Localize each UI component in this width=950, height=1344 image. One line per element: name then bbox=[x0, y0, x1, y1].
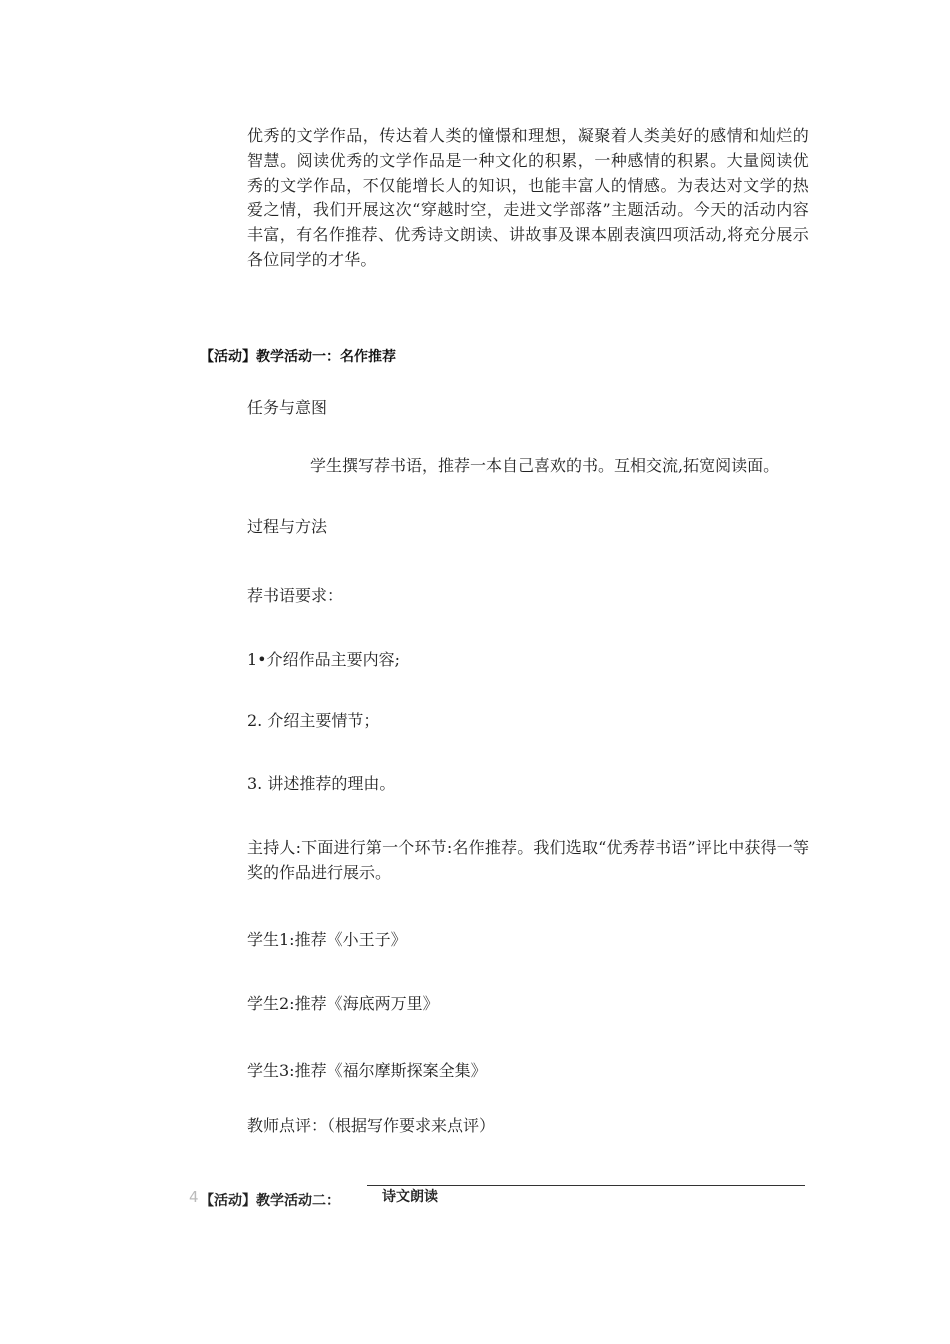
requirement-item: 2. 介绍主要情节； bbox=[247, 711, 380, 730]
student-recommendation: 学生2:推荐《海底两万里》 bbox=[247, 994, 439, 1013]
activity-two-title: 诗文朗读 bbox=[382, 1189, 438, 1205]
intro-paragraph: 优秀的文学作品，传达着人类的憧憬和理想，凝聚着人类美好的感情和灿烂的智慧。阅读优秀的文学作品是一种文化的积累，一种感情的积累。大量阅读优秀的文学作品，不仅能增长人的知识，也能丰富人的情感。为表达对文学的热爱之情，我们开展这次“穿越时空，走进文学部落”主题活动。今天的活动内容丰富，有名作推荐、优秀诗文朗读、讲故事及课本剧表演四项活动,将充分展示各位同学的才华。 bbox=[247, 126, 809, 269]
activity-one-heading: 【活动】教学活动一：名作推荐 bbox=[200, 349, 396, 365]
task-title: 任务与意图 bbox=[247, 398, 328, 417]
page-number: 4 bbox=[189, 1188, 199, 1206]
teacher-comment: 教师点评：（根据写作要求来点评） bbox=[247, 1116, 496, 1135]
activity-two-heading: 【活动】教学活动二： bbox=[200, 1193, 340, 1209]
student-recommendation: 学生1:推荐《小王子》 bbox=[247, 930, 407, 949]
requirement-item: 1•介绍作品主要内容; bbox=[247, 650, 401, 669]
process-title: 过程与方法 bbox=[247, 517, 328, 536]
requirements-title: 荐书语要求： bbox=[247, 586, 344, 605]
requirement-item: 3. 讲述推荐的理由。 bbox=[247, 774, 396, 793]
task-body: 学生撰写荐书语，推荐一本自己喜欢的书。互相交流,拓宽阅读面。 bbox=[310, 456, 780, 475]
host-paragraph: 主持人:下面进行第一个环节:名作推荐。我们选取“优秀荐书语”评比中获得一等奖的作品进行展示。 bbox=[247, 838, 809, 882]
student-recommendation: 学生3:推荐《福尔摩斯探案全集》 bbox=[247, 1061, 487, 1080]
